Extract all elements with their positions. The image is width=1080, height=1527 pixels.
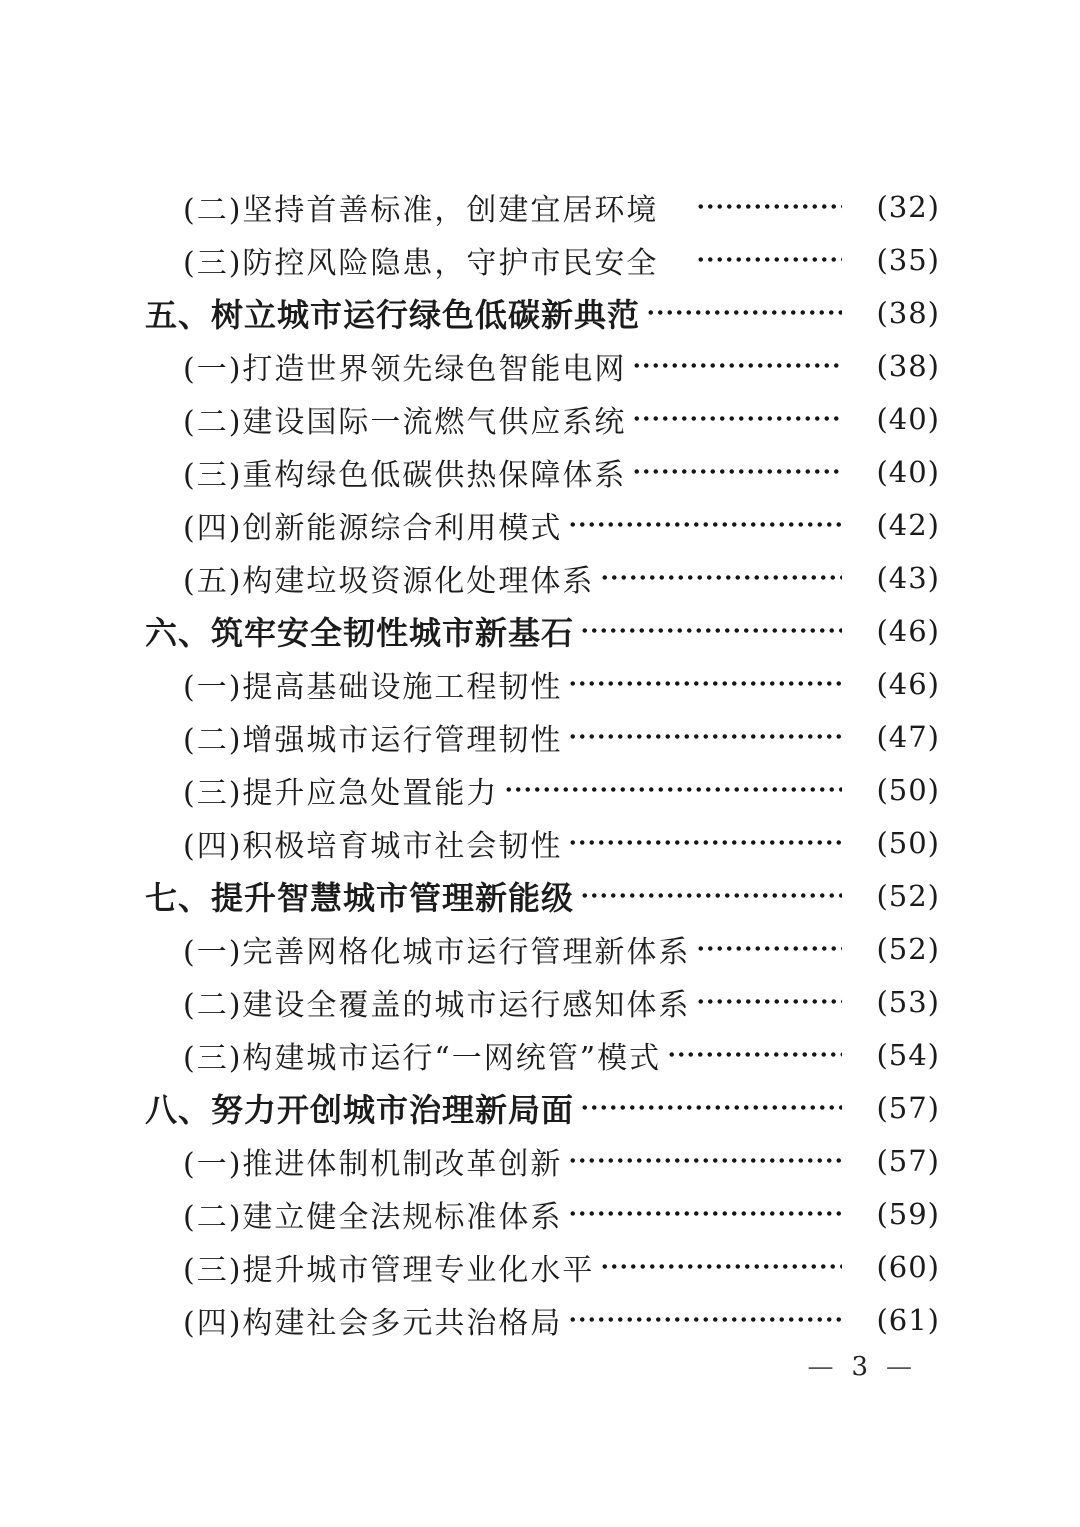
toc-entry-page: (57) — [876, 1143, 940, 1178]
toc-entry — [145, 339, 940, 392]
toc-entry-title: (二)坚持首善标准，创建宜居环境 — [183, 192, 691, 228]
toc-entry-title: (二)建立健全法规标准体系 — [183, 1199, 563, 1235]
toc-entry-title: (一)提高基础设施工程韧性 — [183, 669, 563, 705]
dot-leader — [568, 1187, 842, 1240]
dot-leader — [632, 339, 842, 392]
toc-entry — [145, 975, 940, 1028]
toc-entry — [145, 922, 940, 975]
toc-entry — [145, 1293, 940, 1346]
toc-entry-page: (53) — [876, 984, 940, 1019]
toc-entry-title: (三)构建城市运行“一网统管”模式 — [183, 1040, 662, 1076]
toc-entry-page: (43) — [876, 560, 940, 595]
toc-entry-title: (一)打造世界领先绿色智能电网 — [183, 351, 627, 387]
toc-entry — [145, 1081, 940, 1134]
dot-leader — [632, 445, 842, 498]
dot-leader — [696, 975, 842, 1028]
toc-entry-page: (61) — [876, 1302, 940, 1337]
toc-entry-page: (52) — [876, 878, 940, 913]
toc-entry — [145, 1134, 940, 1187]
table-of-contents — [145, 180, 940, 1346]
dot-leader — [632, 392, 842, 445]
dot-leader — [568, 1293, 842, 1346]
toc-entry — [145, 763, 940, 816]
footer-right-dash: — — [886, 1352, 912, 1382]
toc-entry-title: (三)重构绿色低碳供热保障体系 — [183, 457, 627, 493]
toc-entry-page: (40) — [876, 454, 940, 489]
toc-entry-title: (三)提升城市管理专业化水平 — [183, 1252, 595, 1288]
toc-entry-page: (32) — [876, 189, 940, 224]
toc-entry-title: 五、树立城市运行绿色低碳新典范 — [145, 295, 641, 334]
toc-entry-title: 六、筑牢安全韧性城市新基石 — [145, 613, 575, 652]
toc-entry — [145, 710, 940, 763]
toc-entry-title: (一)完善网格化城市运行管理新体系 — [183, 934, 691, 970]
toc-entry-page: (40) — [876, 401, 940, 436]
dot-leader — [667, 1028, 842, 1081]
dot-leader — [580, 1081, 842, 1134]
toc-entry-title: 七、提升智慧城市管理新能级 — [145, 878, 575, 917]
toc-entry-page: (35) — [876, 242, 940, 277]
toc-entry — [145, 816, 940, 869]
toc-entry-page: (38) — [876, 295, 940, 330]
footer-left-dash: — — [807, 1352, 834, 1382]
toc-entry-page: (50) — [876, 772, 940, 807]
toc-entry — [145, 233, 940, 286]
toc-entry-page: (46) — [876, 666, 940, 701]
toc-entry — [145, 392, 940, 445]
toc-entry — [145, 498, 940, 551]
toc-entry — [145, 869, 940, 922]
toc-entry-page: (42) — [876, 507, 940, 542]
dot-leader — [568, 710, 842, 763]
toc-entry-title: (五)构建垃圾资源化处理体系 — [183, 563, 595, 599]
page-footer — [807, 1352, 912, 1382]
toc-entry — [145, 551, 940, 604]
toc-entry-page: (60) — [876, 1249, 940, 1284]
toc-entry-page: (47) — [876, 719, 940, 754]
toc-entry-title: (二)建设全覆盖的城市运行感知体系 — [183, 987, 691, 1023]
toc-entry — [145, 1187, 940, 1240]
toc-entry-title: (四)积极培育城市社会韧性 — [183, 828, 563, 864]
toc-entry-title: (一)推进体制机制改革创新 — [183, 1146, 563, 1182]
dot-leader — [568, 816, 842, 869]
toc-entry — [145, 1240, 940, 1293]
toc-entry — [145, 1028, 940, 1081]
dot-leader — [696, 233, 842, 286]
toc-entry-title: (三)提升应急处置能力 — [183, 775, 499, 811]
dot-leader — [600, 551, 842, 604]
page-number: 3 — [851, 1352, 868, 1382]
toc-entry — [145, 180, 940, 233]
toc-entry-title: (二)增强城市运行管理韧性 — [183, 722, 563, 758]
toc-entry-title: (三)防控风险隐患，守护市民安全 — [183, 245, 691, 281]
toc-entry-title: (四)构建社会多元共治格局 — [183, 1305, 563, 1341]
toc-entry-page: (57) — [876, 1090, 940, 1125]
dot-leader — [600, 1240, 842, 1293]
dot-leader — [646, 286, 842, 339]
dot-leader — [696, 922, 842, 975]
dot-leader — [580, 604, 842, 657]
dot-leader — [580, 869, 842, 922]
toc-entry-title: (二)建设国际一流燃气供应系统 — [183, 404, 627, 440]
toc-entry-page: (50) — [876, 825, 940, 860]
dot-leader — [568, 498, 842, 551]
toc-entry-page: (38) — [876, 348, 940, 383]
toc-entry — [145, 657, 940, 710]
dot-leader — [504, 763, 842, 816]
toc-entry — [145, 286, 940, 339]
toc-entry-page: (46) — [876, 613, 940, 648]
toc-entry-page: (59) — [876, 1196, 940, 1231]
toc-entry-title: 八、努力开创城市治理新局面 — [145, 1090, 575, 1129]
dot-leader — [696, 180, 842, 233]
toc-entry-page: (52) — [876, 931, 940, 966]
dot-leader — [568, 1134, 842, 1187]
dot-leader — [568, 657, 842, 710]
toc-entry — [145, 445, 940, 498]
toc-entry-page: (54) — [876, 1037, 940, 1072]
toc-entry — [145, 604, 940, 657]
toc-entry-title: (四)创新能源综合利用模式 — [183, 510, 563, 546]
